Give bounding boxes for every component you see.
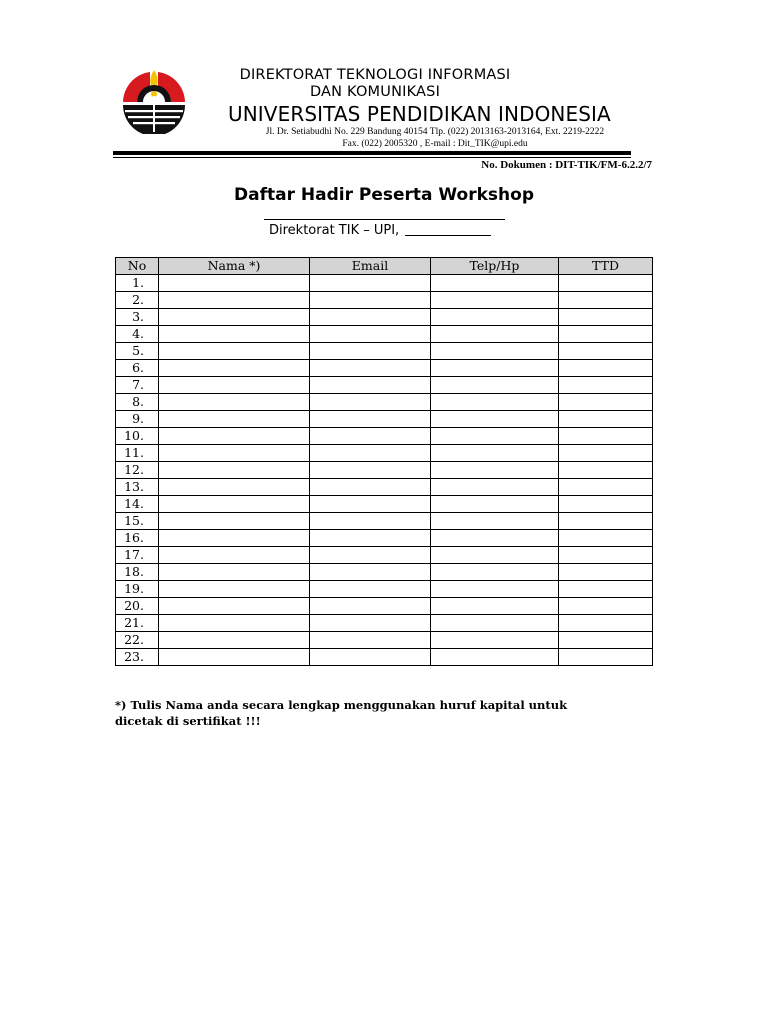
nama-cell[interactable] xyxy=(159,394,310,411)
telp-cell[interactable] xyxy=(431,632,559,649)
nama-cell[interactable] xyxy=(159,411,310,428)
row-number: 16. xyxy=(116,530,159,547)
document-number: No. Dokumen : DIT-TIK/FM-6.2.2/7 xyxy=(481,159,652,171)
nama-cell[interactable] xyxy=(159,428,310,445)
footnote: *) Tulis Nama anda secara lengkap menggunakan huruf kapital untuk dicetak di sertifikat !!! xyxy=(115,698,568,728)
telp-cell[interactable] xyxy=(431,513,559,530)
row-number: 19. xyxy=(116,581,159,598)
email-cell[interactable] xyxy=(310,632,431,649)
column-header-ttd: TTD xyxy=(559,258,653,275)
nama-cell[interactable] xyxy=(159,615,310,632)
ttd-cell[interactable] xyxy=(559,394,653,411)
nama-cell[interactable] xyxy=(159,479,310,496)
row-number: 18. xyxy=(116,564,159,581)
ttd-cell[interactable] xyxy=(559,649,653,666)
email-cell[interactable] xyxy=(310,428,431,445)
ttd-cell[interactable] xyxy=(559,632,653,649)
telp-cell[interactable] xyxy=(431,649,559,666)
ttd-cell[interactable] xyxy=(559,547,653,564)
nama-cell[interactable] xyxy=(159,326,310,343)
table-row xyxy=(116,496,653,513)
email-cell[interactable] xyxy=(310,275,431,292)
row-number: 12. xyxy=(116,462,159,479)
email-cell[interactable] xyxy=(310,547,431,564)
telp-cell[interactable] xyxy=(431,411,559,428)
telp-cell[interactable] xyxy=(431,275,559,292)
row-number: 5. xyxy=(116,343,159,360)
ttd-cell[interactable] xyxy=(559,411,653,428)
column-header-telp: Telp/Hp xyxy=(431,258,559,275)
table-header-row xyxy=(116,258,653,275)
row-number: 23. xyxy=(116,649,159,666)
row-number: 6. xyxy=(116,360,159,377)
table-row xyxy=(116,530,653,547)
table-row xyxy=(116,343,653,360)
row-number: 1. xyxy=(116,275,159,292)
email-cell[interactable] xyxy=(310,564,431,581)
table-row xyxy=(116,615,653,632)
table-body xyxy=(116,275,653,666)
form-subtitle xyxy=(269,222,491,240)
telp-cell[interactable] xyxy=(431,496,559,513)
row-number: 4. xyxy=(116,326,159,343)
ttd-cell[interactable] xyxy=(559,360,653,377)
table-row xyxy=(116,411,653,428)
ttd-cell[interactable] xyxy=(559,530,653,547)
event-name-blank-line xyxy=(264,219,505,220)
email-cell[interactable] xyxy=(310,360,431,377)
table-row xyxy=(116,292,653,309)
email-cell[interactable] xyxy=(310,496,431,513)
email-cell[interactable] xyxy=(310,530,431,547)
telp-cell[interactable] xyxy=(431,564,559,581)
row-number: 17. xyxy=(116,547,159,564)
nama-cell[interactable] xyxy=(159,649,310,666)
ttd-cell[interactable] xyxy=(559,581,653,598)
ttd-cell[interactable] xyxy=(559,326,653,343)
nama-cell[interactable] xyxy=(159,581,310,598)
email-cell[interactable] xyxy=(310,513,431,530)
row-number: 13. xyxy=(116,479,159,496)
university-name: UNIVERSITAS PENDIDIKAN INDONESIA xyxy=(228,102,611,126)
nama-cell[interactable] xyxy=(159,360,310,377)
column-header-nama: Nama *) xyxy=(159,258,310,275)
email-cell[interactable] xyxy=(310,649,431,666)
ttd-cell[interactable] xyxy=(559,615,653,632)
ttd-cell[interactable] xyxy=(559,462,653,479)
ttd-cell[interactable] xyxy=(559,292,653,309)
row-number: 7. xyxy=(116,377,159,394)
table-row xyxy=(116,309,653,326)
letterhead-rule-thin xyxy=(113,157,631,158)
nama-cell[interactable] xyxy=(159,343,310,360)
ttd-cell[interactable] xyxy=(559,479,653,496)
ttd-cell[interactable] xyxy=(559,564,653,581)
attendance-table xyxy=(115,257,653,666)
row-number: 14. xyxy=(116,496,159,513)
email-cell[interactable] xyxy=(310,343,431,360)
table-row xyxy=(116,275,653,292)
ttd-cell[interactable] xyxy=(559,598,653,615)
row-number: 20. xyxy=(116,598,159,615)
table-row xyxy=(116,326,653,343)
nama-cell[interactable] xyxy=(159,309,310,326)
row-number: 21. xyxy=(116,615,159,632)
ttd-cell[interactable] xyxy=(559,309,653,326)
email-cell[interactable] xyxy=(310,377,431,394)
nama-cell[interactable] xyxy=(159,292,310,309)
table-row xyxy=(116,581,653,598)
nama-cell[interactable] xyxy=(159,377,310,394)
nama-cell[interactable] xyxy=(159,530,310,547)
telp-cell[interactable] xyxy=(431,615,559,632)
table-row xyxy=(116,428,653,445)
table-row xyxy=(116,394,653,411)
email-cell[interactable] xyxy=(310,326,431,343)
telp-cell[interactable] xyxy=(431,479,559,496)
telp-cell[interactable] xyxy=(431,343,559,360)
telp-cell[interactable] xyxy=(431,428,559,445)
table-row xyxy=(116,547,653,564)
table-row xyxy=(116,445,653,462)
directorate-title: DIREKTORAT TEKNOLOGI INFORMASI DAN KOMUNIKASI xyxy=(239,67,511,100)
email-cell[interactable] xyxy=(310,598,431,615)
telp-cell[interactable] xyxy=(431,394,559,411)
nama-cell[interactable] xyxy=(159,513,310,530)
ttd-cell[interactable] xyxy=(559,275,653,292)
telp-cell[interactable] xyxy=(431,377,559,394)
nama-cell[interactable] xyxy=(159,445,310,462)
nama-cell[interactable] xyxy=(159,547,310,564)
row-number: 8. xyxy=(116,394,159,411)
table-row xyxy=(116,564,653,581)
table-row xyxy=(116,462,653,479)
table-row xyxy=(116,377,653,394)
telp-cell[interactable] xyxy=(431,445,559,462)
nama-cell[interactable] xyxy=(159,275,310,292)
table-row xyxy=(116,598,653,615)
ttd-cell[interactable] xyxy=(559,377,653,394)
nama-cell[interactable] xyxy=(159,632,310,649)
email-cell[interactable] xyxy=(310,462,431,479)
telp-cell[interactable] xyxy=(431,581,559,598)
date-blank-line xyxy=(405,234,491,236)
nama-cell[interactable] xyxy=(159,462,310,479)
telp-cell[interactable] xyxy=(431,292,559,309)
address-line-2: Fax. (022) 2005320 , E-mail : Dit_TIK@upi.edu xyxy=(342,139,528,149)
ttd-cell[interactable] xyxy=(559,445,653,462)
row-number: 3. xyxy=(116,309,159,326)
telp-cell[interactable] xyxy=(431,547,559,564)
table-row xyxy=(116,479,653,496)
address-block xyxy=(246,126,624,150)
row-number: 10. xyxy=(116,428,159,445)
telp-cell[interactable] xyxy=(431,360,559,377)
table-row xyxy=(116,632,653,649)
address-line-1: Jl. Dr. Setiabudhi No. 229 Bandung 40154 Tlp. (022) 2013163-2013164, Ext. 2219-2222 xyxy=(265,127,605,137)
row-number: 9. xyxy=(116,411,159,428)
email-cell[interactable] xyxy=(310,615,431,632)
telp-cell[interactable] xyxy=(431,309,559,326)
letterhead-rule-thick xyxy=(113,151,631,155)
email-cell[interactable] xyxy=(310,309,431,326)
email-cell[interactable] xyxy=(310,445,431,462)
email-cell[interactable] xyxy=(310,581,431,598)
email-cell[interactable] xyxy=(310,394,431,411)
ttd-cell[interactable] xyxy=(559,428,653,445)
row-number: 2. xyxy=(116,292,159,309)
telp-cell[interactable] xyxy=(431,530,559,547)
column-header-email: Email xyxy=(310,258,431,275)
email-cell[interactable] xyxy=(310,292,431,309)
ttd-cell[interactable] xyxy=(559,513,653,530)
row-number: 11. xyxy=(116,445,159,462)
telp-cell[interactable] xyxy=(431,462,559,479)
ttd-cell[interactable] xyxy=(559,343,653,360)
ttd-cell[interactable] xyxy=(559,496,653,513)
nama-cell[interactable] xyxy=(159,496,310,513)
nama-cell[interactable] xyxy=(159,564,310,581)
email-cell[interactable] xyxy=(310,479,431,496)
nama-cell[interactable] xyxy=(159,598,310,615)
telp-cell[interactable] xyxy=(431,598,559,615)
column-header-no: No xyxy=(116,258,159,275)
telp-cell[interactable] xyxy=(431,326,559,343)
subtitle-text: Direktorat TIK – UPI, xyxy=(269,223,400,238)
row-number: 22. xyxy=(116,632,159,649)
table-row xyxy=(116,649,653,666)
upi-logo-icon xyxy=(119,64,189,134)
table-row xyxy=(116,513,653,530)
table-row xyxy=(116,360,653,377)
row-number: 15. xyxy=(116,513,159,530)
form-title: Daftar Hadir Peserta Workshop xyxy=(234,185,534,205)
email-cell[interactable] xyxy=(310,411,431,428)
